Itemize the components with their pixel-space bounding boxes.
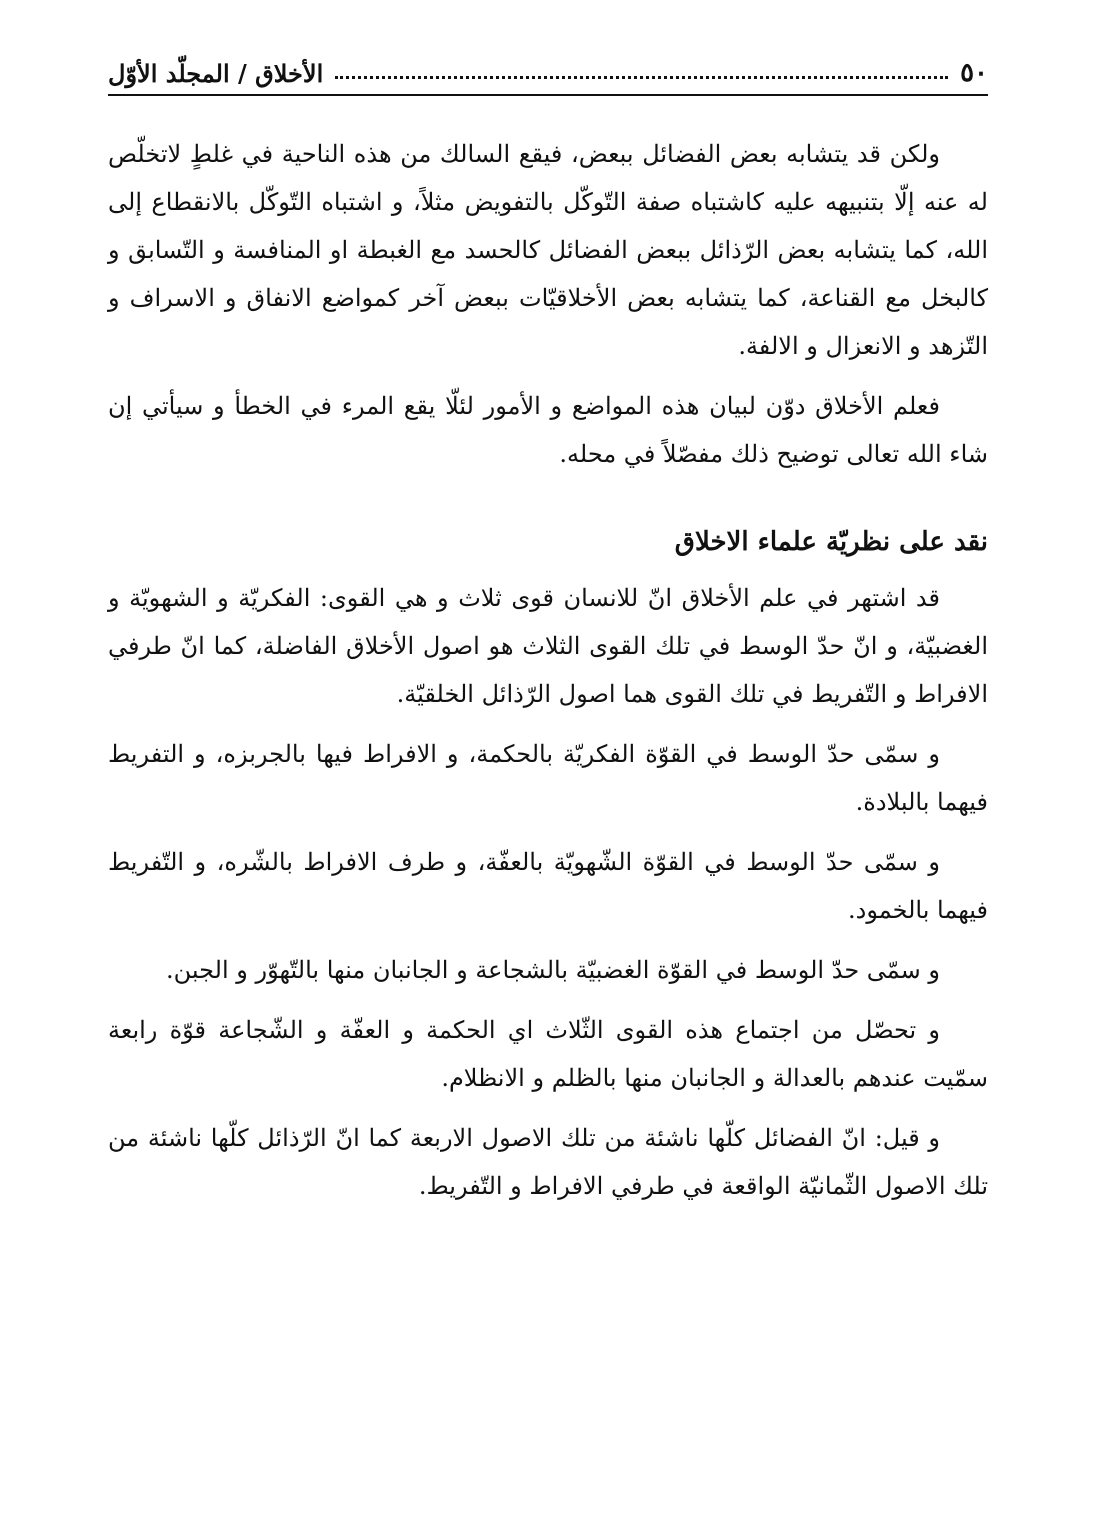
paragraph-section-6: و قيل: انّ الفضائل كلّها ناشئة من تلك الاصول الاربعة كما انّ الرّذائل كلّها ناشئة من تلك الاصول الثّمانيّة الواقعة في طرفي الافراط و التّفريط. bbox=[108, 1124, 988, 1200]
dotted-leader bbox=[335, 75, 948, 79]
paragraph-section-2: و سمّى حدّ الوسط في القوّة الفكريّة بالحكمة، و الافراط فيها بالجربزه، و التفريط فيهما بالبلادة. bbox=[108, 740, 988, 816]
paragraph-section-4: و سمّى حدّ الوسط في القوّة الغضبيّة بالشجاعة و الجانبان منها بالتّهوّر و الجبن. bbox=[166, 956, 940, 984]
running-header bbox=[108, 50, 988, 96]
paragraph-section-1: قد اشتهر في علم الأخلاق انّ للانسان قوى ثلاث و هي القوى: الفكريّة و الشهويّة و الغضبيّة، و انّ حدّ الوسط في تلك القوى الثلاث هو اصول الأخلاق الفاضلة، كما انّ طرفي الافراط و التّفريط في تلك القوى هما اصول الرّذائل الخلقيّة. bbox=[108, 584, 988, 708]
page-number: ٥٠ bbox=[960, 58, 988, 88]
paragraph-intro-2: فعلم الأخلاق دوّن لبيان هذه المواضع و الأمور لئلّا يقع المرء في الخطأ و سيأتي إن شاء الله تعالى توضيح ذلك مفصّلاً في محله. bbox=[108, 392, 988, 468]
paragraph-section-5: و تحصّل من اجتماع هذه القوى الثّلاث اي الحكمة و العفّة و الشّجاعة قوّة رابعة سمّيت عندهم بالعدالة و الجانبان منها بالظلم و الانظلام. bbox=[108, 1016, 988, 1092]
section-heading: نقد على نظريّة علماء الاخلاق bbox=[674, 527, 988, 557]
paragraph-intro-1: ولكن قد يتشابه بعض الفضائل ببعض، فيقع السالك من هذه الناحية في غلطٍ لاتخلّص له عنه إلّا بتنبيهه عليه كاشتباه صفة التّوكّل بالتفويض مثلاً، و اشتباه التّوكّل بالانقطاع إلى الله، كما يتشابه بعض الرّذائل ببعض الفضائل كالحسد مع الغبطة او المنافسة و التّسابق و كالبخل مع القناعة، كما يتشابه بعض الأخلاقيّات ببعض آخر كمواضع الانفاق و الاسراف و التّزهد و الانعزال و الالفة. bbox=[108, 140, 988, 360]
paragraph-section-3: و سمّى حدّ الوسط في القوّة الشّهويّة بالعفّة، و طرف الافراط بالشّره، و التّفريط فيهما بالخمود. bbox=[108, 848, 988, 924]
page-body bbox=[108, 130, 988, 1222]
running-title: الأخلاق / المجلّد الأوّل bbox=[108, 59, 324, 88]
